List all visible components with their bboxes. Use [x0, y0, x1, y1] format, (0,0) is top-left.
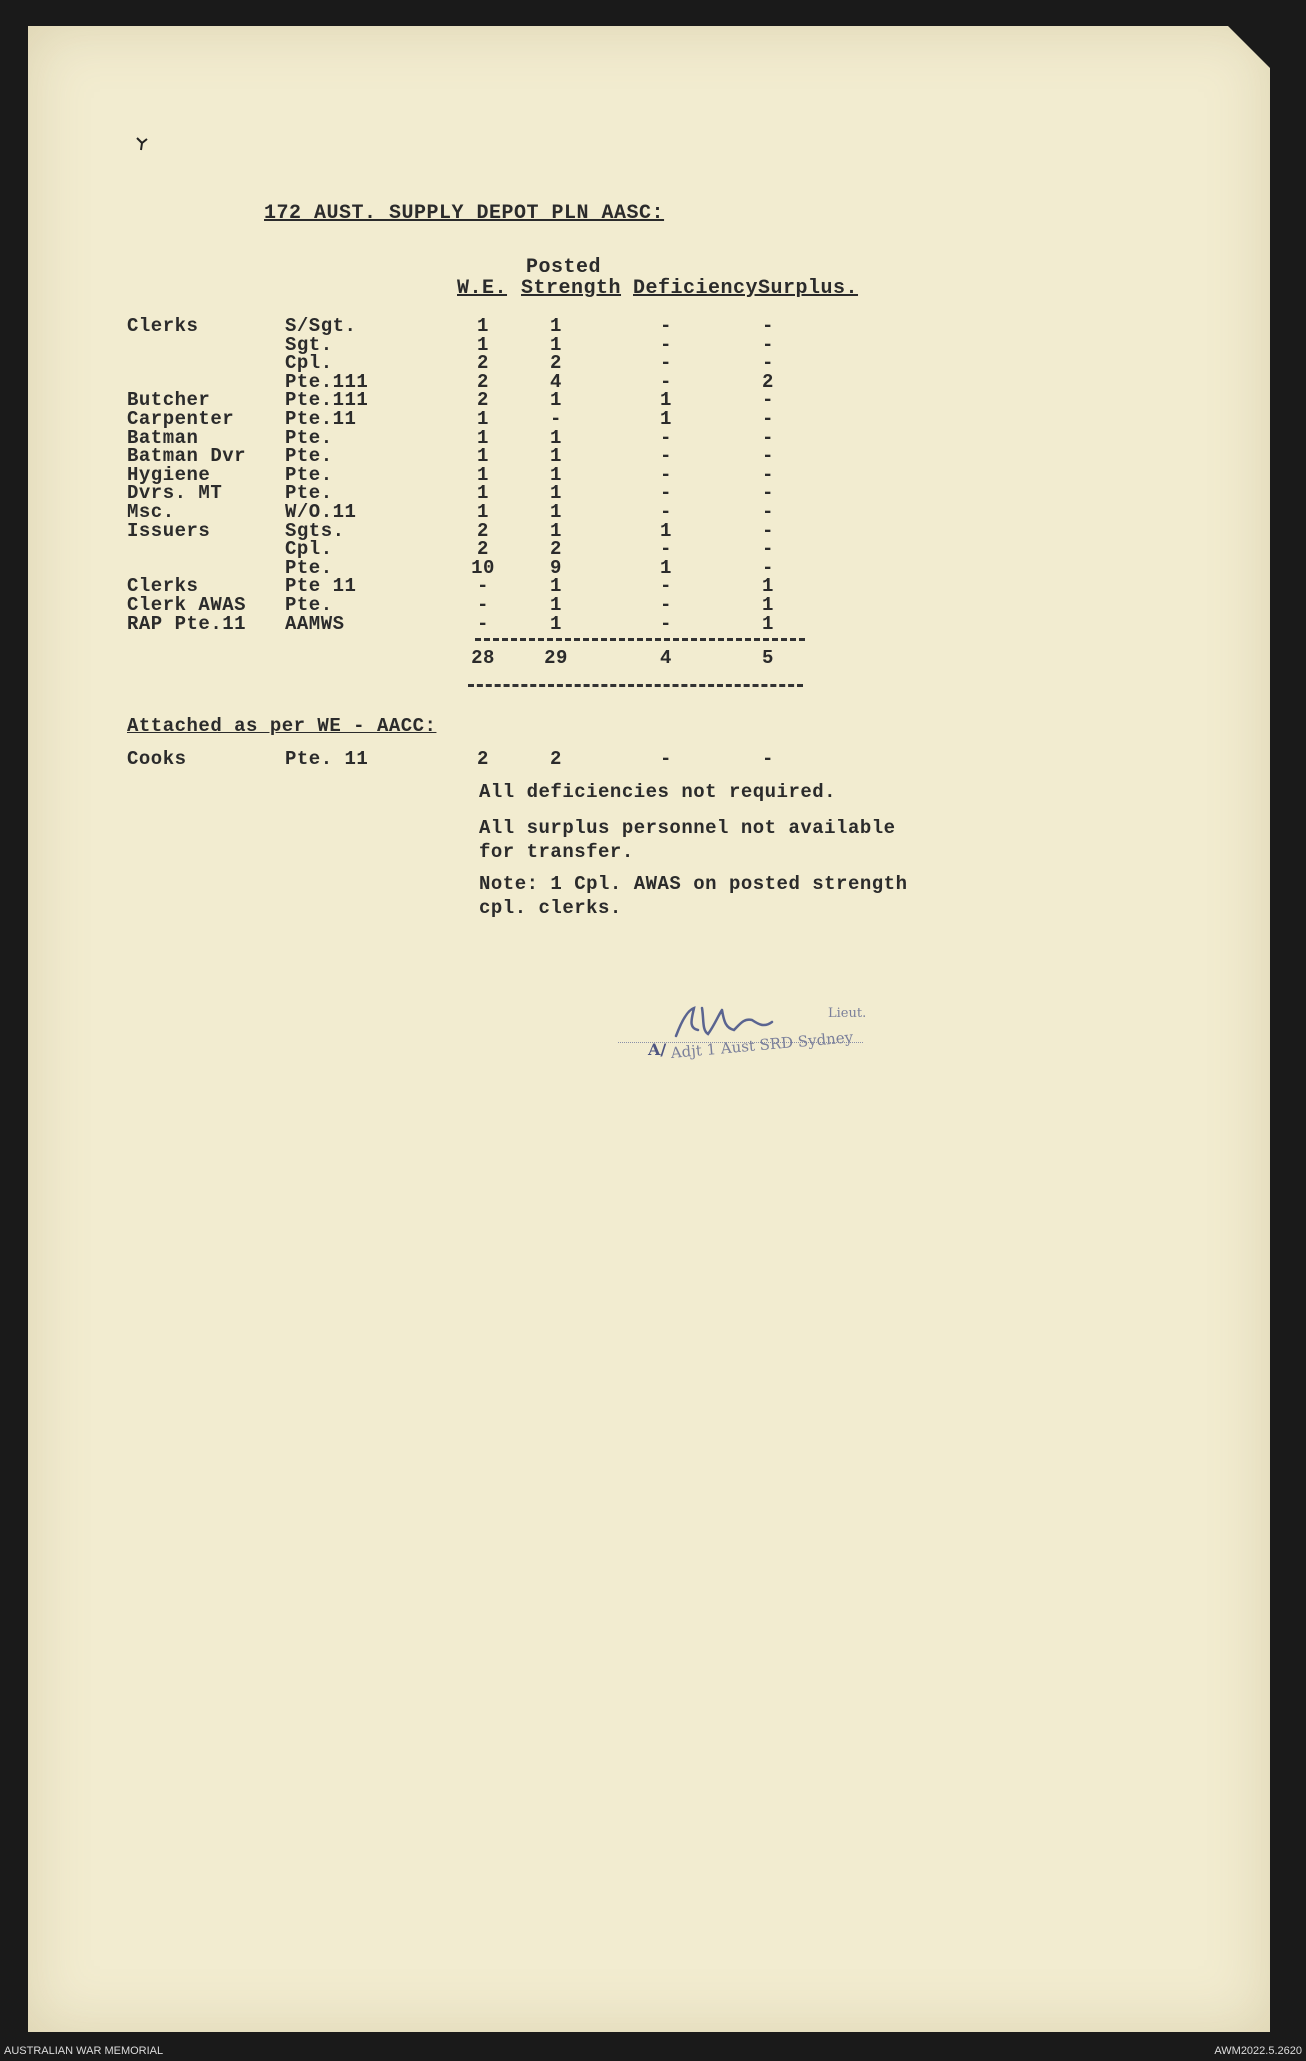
row-rank: Pte. — [285, 426, 333, 449]
row-we: 1 — [477, 333, 489, 356]
row-rank: S/Sgt. — [285, 315, 357, 337]
row-surplus: - — [762, 389, 774, 412]
row-deficiency: - — [660, 315, 672, 337]
total-surplus: 5 — [762, 647, 774, 669]
row-surplus: 1 — [762, 594, 774, 616]
note-awas: Note: 1 Cpl. AWAS on posted strength cpl. clerks. — [479, 873, 908, 919]
row-surplus: 1 — [762, 575, 774, 598]
row-posted: 1 — [550, 519, 562, 542]
row-posted: 1 — [550, 501, 562, 523]
row-posted: 1 — [550, 445, 562, 468]
row-rank: AAMWS — [285, 612, 345, 635]
row-surplus: - — [762, 333, 774, 356]
row-deficiency: 1 — [660, 408, 672, 430]
row-rank: Sgt. — [285, 333, 333, 356]
attached-trade: Cooks — [127, 748, 187, 770]
row-rank: Pte 11 — [285, 575, 357, 598]
row-deficiency: 1 — [660, 389, 672, 412]
row-we: 2 — [477, 538, 489, 561]
row-trade: Batman Dvr — [127, 445, 247, 468]
row-trade: Butcher — [127, 389, 211, 412]
attached-rank: Pte. 11 — [285, 748, 369, 770]
row-deficiency: - — [660, 463, 672, 486]
row-deficiency: - — [660, 538, 672, 561]
signature-prefix: A/ — [648, 1040, 667, 1059]
row-deficiency: - — [660, 482, 672, 505]
attached-deficiency: - — [660, 748, 672, 770]
row-posted: 9 — [550, 556, 562, 579]
total-posted: 29 — [544, 647, 568, 669]
row-posted: 1 — [550, 463, 562, 486]
column-posted-bottom: Strength — [521, 277, 622, 300]
row-surplus: - — [762, 538, 774, 561]
row-trade: Carpenter — [127, 408, 235, 430]
attached-surplus: - — [762, 748, 774, 770]
row-we: 1 — [477, 463, 489, 486]
row-posted: 1 — [550, 426, 562, 449]
row-we: 1 — [477, 426, 489, 449]
row-rank: Pte.111 — [285, 370, 369, 393]
footer-left: AUSTRALIAN WAR MEMORIAL — [4, 2045, 164, 2057]
row-trade: Clerk AWAS — [127, 594, 247, 616]
row-posted: 1 — [550, 333, 562, 356]
row-we: 10 — [471, 556, 495, 579]
row-deficiency: - — [660, 501, 672, 523]
column-deficiency: Deficiency — [633, 277, 759, 300]
row-trade: Batman — [127, 426, 199, 449]
attached-heading: Attached as per WE - AACC: — [127, 715, 437, 737]
row-surplus: - — [762, 556, 774, 579]
note-deficiencies: All deficiencies not required. — [479, 781, 837, 803]
row-we: 1 — [477, 501, 489, 523]
row-we: 2 — [477, 370, 489, 393]
attached-posted: 2 — [550, 748, 562, 770]
row-surplus: 2 — [762, 370, 774, 393]
row-we: - — [477, 612, 489, 635]
row-posted: 2 — [550, 352, 562, 375]
row-deficiency: - — [660, 575, 672, 598]
row-surplus: - — [762, 519, 774, 542]
row-deficiency: - — [660, 612, 672, 635]
row-trade: Dvrs. MT — [127, 482, 223, 505]
row-posted: 1 — [550, 315, 562, 337]
total-deficiency: 4 — [660, 647, 672, 669]
row-we: 1 — [477, 445, 489, 468]
row-we: 1 — [477, 408, 489, 430]
row-rank: Pte. — [285, 445, 333, 468]
totals-bottom-rule — [468, 684, 803, 687]
row-deficiency: - — [660, 445, 672, 468]
row-rank: Cpl. — [285, 538, 333, 561]
row-surplus: - — [762, 426, 774, 449]
row-rank: Pte. — [285, 556, 333, 579]
row-surplus: - — [762, 352, 774, 375]
attached-we: 2 — [477, 748, 489, 770]
ink-mark-icon — [133, 134, 151, 152]
document-title: 172 AUST. SUPPLY DEPOT PLN AASC: — [264, 202, 665, 225]
row-surplus: - — [762, 445, 774, 468]
row-we: 2 — [477, 352, 489, 375]
row-trade: Clerks — [127, 575, 199, 598]
column-surplus: Surplus. — [758, 277, 859, 300]
column-posted-top: Posted — [526, 256, 602, 279]
row-posted: 1 — [550, 575, 562, 598]
row-posted: 1 — [550, 482, 562, 505]
row-rank: Pte. — [285, 482, 333, 505]
row-surplus: - — [762, 315, 774, 337]
row-trade: Msc. — [127, 501, 175, 523]
row-posted: 1 — [550, 594, 562, 616]
row-we: 2 — [477, 389, 489, 412]
row-deficiency: - — [660, 594, 672, 616]
row-posted: 1 — [550, 612, 562, 635]
row-deficiency: - — [660, 333, 672, 356]
document-page — [28, 26, 1270, 2032]
column-we: W.E. — [457, 277, 508, 300]
row-rank: Pte.11 — [285, 408, 357, 430]
row-rank: Pte.111 — [285, 389, 369, 412]
row-deficiency: - — [660, 352, 672, 375]
row-we: - — [477, 594, 489, 616]
signature-rank: Lieut. — [828, 1006, 867, 1021]
row-deficiency: - — [660, 370, 672, 393]
row-surplus: - — [762, 463, 774, 486]
row-we: 2 — [477, 519, 489, 542]
row-surplus: - — [762, 482, 774, 505]
row-trade: Issuers — [127, 519, 211, 542]
row-rank: Pte. — [285, 463, 333, 486]
row-rank: Pte. — [285, 594, 333, 616]
row-rank: Sgts. — [285, 519, 345, 542]
row-deficiency: 1 — [660, 519, 672, 542]
note-surplus: All surplus personnel not available for transfer. — [479, 817, 896, 863]
totals-top-rule — [475, 638, 805, 641]
row-surplus: 1 — [762, 612, 774, 635]
row-we: - — [477, 575, 489, 598]
signature-role: Adjt 1 Aust SRD Sydney — [670, 1028, 854, 1062]
row-deficiency: - — [660, 426, 672, 449]
row-rank: Cpl. — [285, 352, 333, 375]
row-we: 1 — [477, 315, 489, 337]
row-posted: 1 — [550, 389, 562, 412]
row-posted: 2 — [550, 538, 562, 561]
row-trade: Clerks — [127, 315, 199, 337]
row-deficiency: 1 — [660, 556, 672, 579]
row-posted: 4 — [550, 370, 562, 393]
footer-right: AWM2022.5.2620 — [1214, 2045, 1302, 2057]
row-we: 1 — [477, 482, 489, 505]
row-trade: RAP Pte.11 — [127, 612, 247, 635]
row-posted: - — [550, 408, 562, 430]
folded-corner — [1228, 26, 1270, 68]
row-trade: Hygiene — [127, 463, 211, 486]
row-surplus: - — [762, 408, 774, 430]
total-we: 28 — [471, 647, 495, 669]
row-rank: W/O.11 — [285, 501, 357, 523]
row-surplus: - — [762, 501, 774, 523]
